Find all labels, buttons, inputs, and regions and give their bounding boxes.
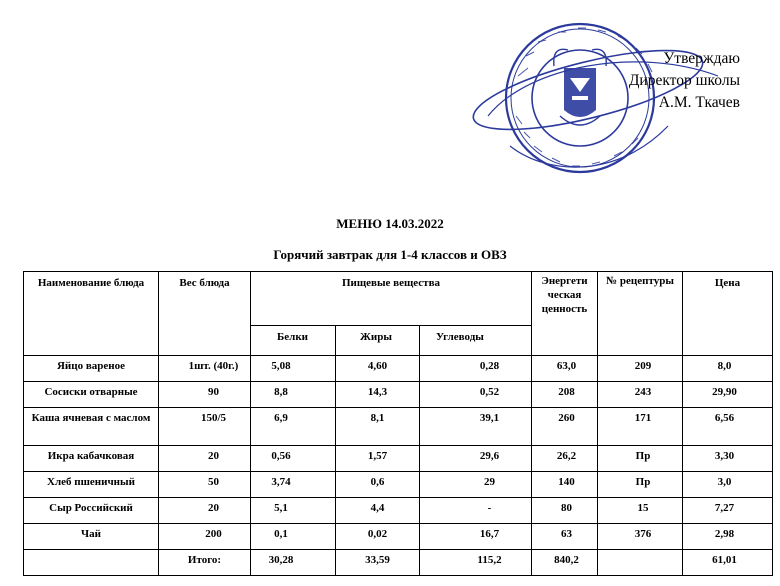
- table-row: [24, 472, 773, 498]
- total-empty-cell: [24, 550, 159, 576]
- approval-block: [612, 48, 740, 114]
- table-row: [24, 524, 773, 550]
- dish-name: Яйцо вареное: [24, 356, 159, 382]
- dish-carbs: -: [420, 498, 532, 524]
- header-recipe: № рецептуры: [598, 272, 683, 356]
- dish-recipe: 243: [598, 382, 683, 408]
- dish-name: Сосиски отварные: [24, 382, 159, 408]
- total-energy: 840,2: [532, 550, 598, 576]
- menu-title: МЕНЮ 14.03.2022: [336, 216, 444, 231]
- approval-line-2: Директор школы: [628, 72, 740, 89]
- dish-protein: 5,08: [251, 356, 336, 382]
- approval-line-3: А.М. Ткачев: [658, 94, 740, 111]
- header-name: Наименование блюда: [24, 272, 159, 356]
- header-nutrients: Пищевые вещества: [251, 272, 532, 326]
- dish-price: 6,56: [683, 408, 773, 446]
- dish-energy: 260: [532, 408, 598, 446]
- table-row: [24, 382, 773, 408]
- dish-fat: 14,3: [336, 382, 420, 408]
- dish-recipe: 376: [598, 524, 683, 550]
- dish-energy: 26,2: [532, 446, 598, 472]
- dish-energy: 63,0: [532, 356, 598, 382]
- dish-protein: 6,9: [251, 408, 336, 446]
- header-protein: Белки: [251, 326, 336, 356]
- dish-name: Чай: [24, 524, 159, 550]
- total-row: [24, 550, 773, 576]
- dish-carbs: 39,1: [420, 408, 532, 446]
- dish-name: Хлеб пшеничный: [24, 472, 159, 498]
- dish-price: 2,98: [683, 524, 773, 550]
- dish-fat: 0,02: [336, 524, 420, 550]
- header-weight: Вес блюда: [159, 272, 251, 356]
- dish-recipe: 171: [598, 408, 683, 446]
- dish-recipe: Пр: [598, 472, 683, 498]
- dish-fat: 0,6: [336, 472, 420, 498]
- dish-price: 3,0: [683, 472, 773, 498]
- dish-protein: 8,8: [251, 382, 336, 408]
- total-recipe: [598, 550, 683, 576]
- dish-carbs: 0,52: [420, 382, 532, 408]
- dish-weight: 90: [159, 382, 251, 408]
- dish-carbs: 29: [420, 472, 532, 498]
- dish-recipe: Пр: [598, 446, 683, 472]
- header-fat: Жиры: [336, 326, 420, 356]
- dish-fat: 4,4: [336, 498, 420, 524]
- dish-protein: 0,56: [251, 446, 336, 472]
- dish-fat: 8,1: [336, 408, 420, 446]
- dish-protein: 3,74: [251, 472, 336, 498]
- total-fat: 33,59: [336, 550, 420, 576]
- dish-carbs: 16,7: [420, 524, 532, 550]
- header-energy: Энергети ческая ценность: [532, 272, 598, 356]
- dish-protein: 5,1: [251, 498, 336, 524]
- dish-price: 3,30: [683, 446, 773, 472]
- dish-price: 29,90: [683, 382, 773, 408]
- dish-fat: 1,57: [336, 446, 420, 472]
- dish-name: Сыр Российский: [24, 498, 159, 524]
- table-row: [24, 408, 773, 446]
- dish-recipe: 15: [598, 498, 683, 524]
- dish-fat: 4,60: [336, 356, 420, 382]
- dish-carbs: 29,6: [420, 446, 532, 472]
- total-price: 61,01: [683, 550, 773, 576]
- total-label: Итого:: [159, 550, 251, 576]
- approval-line-1: Утверждаю: [663, 50, 740, 67]
- menu-table: [23, 271, 773, 576]
- dish-weight: 20: [159, 498, 251, 524]
- dish-energy: 140: [532, 472, 598, 498]
- table-row: [24, 498, 773, 524]
- dish-weight: 50: [159, 472, 251, 498]
- table-row: [24, 356, 773, 382]
- header-carbs: Углеводы: [420, 326, 532, 356]
- dish-weight: 200: [159, 524, 251, 550]
- header-price: Цена: [683, 272, 773, 356]
- dish-energy: 80: [532, 498, 598, 524]
- menu-subtitle: Горячий завтрак для 1-4 классов и ОВЗ: [273, 247, 507, 262]
- total-protein: 30,28: [251, 550, 336, 576]
- dish-protein: 0,1: [251, 524, 336, 550]
- dish-name: Каша ячневая с маслом: [24, 408, 159, 446]
- dish-price: 8,0: [683, 356, 773, 382]
- dish-name: Икра кабачковая: [24, 446, 159, 472]
- dish-energy: 208: [532, 382, 598, 408]
- dish-weight: 20: [159, 446, 251, 472]
- total-carbs: 115,2: [420, 550, 532, 576]
- dish-weight: 150/5: [159, 408, 251, 446]
- table-row: [24, 446, 773, 472]
- dish-weight: 1шт. (40г.): [159, 356, 251, 382]
- dish-energy: 63: [532, 524, 598, 550]
- dish-carbs: 0,28: [420, 356, 532, 382]
- dish-recipe: 209: [598, 356, 683, 382]
- dish-price: 7,27: [683, 498, 773, 524]
